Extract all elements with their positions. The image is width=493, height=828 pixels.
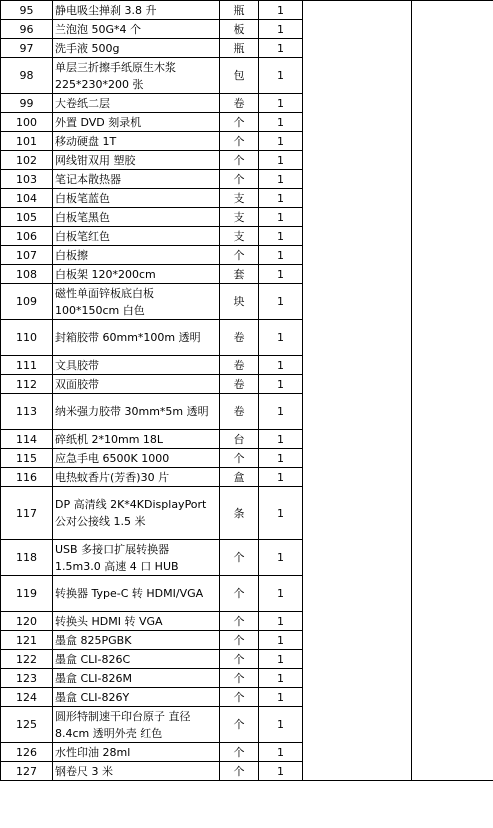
item-unit: 个 — [220, 631, 259, 650]
item-name: 大卷纸二层 — [53, 94, 220, 113]
row-number: 114 — [1, 430, 53, 449]
item-quantity: 1 — [259, 39, 303, 58]
item-unit: 个 — [220, 540, 259, 576]
item-unit: 个 — [220, 650, 259, 669]
item-unit: 个 — [220, 669, 259, 688]
row-number: 126 — [1, 743, 53, 762]
item-quantity: 1 — [259, 20, 303, 39]
item-name: 应急手电 6500K 1000 — [53, 449, 220, 468]
item-name: 笔记本散热器 — [53, 170, 220, 189]
item-unit: 套 — [220, 265, 259, 284]
row-number: 111 — [1, 356, 53, 375]
item-name: 转换头 HDMI 转 VGA — [53, 612, 220, 631]
row-number: 119 — [1, 576, 53, 612]
item-quantity: 1 — [259, 320, 303, 356]
item-unit: 卷 — [220, 320, 259, 356]
item-quantity: 1 — [259, 58, 303, 94]
item-name: 封箱胶带 60mm*100m 透明 — [53, 320, 220, 356]
item-quantity: 1 — [259, 356, 303, 375]
item-unit: 个 — [220, 113, 259, 132]
item-name: USB 多接口扩展转换器 1.5m3.0 高速 4 口 HUB — [53, 540, 220, 576]
row-number: 116 — [1, 468, 53, 487]
row-number: 118 — [1, 540, 53, 576]
item-quantity: 1 — [259, 743, 303, 762]
item-quantity: 1 — [259, 375, 303, 394]
item-quantity: 1 — [259, 688, 303, 707]
row-number: 108 — [1, 265, 53, 284]
item-name: 墨盒 CLI-826M — [53, 669, 220, 688]
item-unit: 卷 — [220, 394, 259, 430]
item-quantity: 1 — [259, 170, 303, 189]
row-number: 104 — [1, 189, 53, 208]
item-quantity: 1 — [259, 246, 303, 265]
row-number: 103 — [1, 170, 53, 189]
item-unit: 个 — [220, 688, 259, 707]
row-number: 120 — [1, 612, 53, 631]
item-name: 白板笔黑色 — [53, 208, 220, 227]
row-number: 98 — [1, 58, 53, 94]
item-unit: 盒 — [220, 468, 259, 487]
item-quantity: 1 — [259, 449, 303, 468]
item-unit: 个 — [220, 743, 259, 762]
item-unit: 个 — [220, 449, 259, 468]
item-unit: 个 — [220, 246, 259, 265]
item-quantity: 1 — [259, 394, 303, 430]
item-quantity: 1 — [259, 208, 303, 227]
row-number: 95 — [1, 1, 53, 20]
item-unit: 个 — [220, 576, 259, 612]
row-number: 122 — [1, 650, 53, 669]
item-name: 双面胶带 — [53, 375, 220, 394]
row-number: 102 — [1, 151, 53, 170]
item-name: 白板笔蓝色 — [53, 189, 220, 208]
item-name: 白板擦 — [53, 246, 220, 265]
item-quantity: 1 — [259, 612, 303, 631]
item-quantity: 1 — [259, 631, 303, 650]
item-unit: 块 — [220, 284, 259, 320]
row-number: 106 — [1, 227, 53, 246]
row-number: 101 — [1, 132, 53, 151]
row-number: 110 — [1, 320, 53, 356]
item-quantity: 1 — [259, 487, 303, 540]
blank-column-b — [412, 1, 493, 781]
row-number: 127 — [1, 762, 53, 781]
row-number: 112 — [1, 375, 53, 394]
item-unit: 瓶 — [220, 39, 259, 58]
item-unit: 个 — [220, 762, 259, 781]
item-quantity: 1 — [259, 540, 303, 576]
item-unit: 瓶 — [220, 1, 259, 20]
item-unit: 支 — [220, 208, 259, 227]
item-unit: 条 — [220, 487, 259, 540]
item-unit: 支 — [220, 189, 259, 208]
row-number: 123 — [1, 669, 53, 688]
item-name: 碎纸机 2*10mm 18L — [53, 430, 220, 449]
item-quantity: 1 — [259, 284, 303, 320]
item-unit: 卷 — [220, 375, 259, 394]
item-quantity: 1 — [259, 707, 303, 743]
item-quantity: 1 — [259, 650, 303, 669]
row-number: 113 — [1, 394, 53, 430]
item-quantity: 1 — [259, 430, 303, 449]
item-name: 墨盒 CLI-826Y — [53, 688, 220, 707]
item-quantity: 1 — [259, 468, 303, 487]
item-name: 文具胶带 — [53, 356, 220, 375]
item-name: 网线钳双用 塑胶 — [53, 151, 220, 170]
row-number: 121 — [1, 631, 53, 650]
item-quantity: 1 — [259, 151, 303, 170]
row-number: 96 — [1, 20, 53, 39]
item-quantity: 1 — [259, 576, 303, 612]
row-number: 107 — [1, 246, 53, 265]
item-name: DP 高清线 2K*4KDisplayPort 公对公接线 1.5 米 — [53, 487, 220, 540]
inventory-rows — [1, 1, 493, 781]
row-number: 99 — [1, 94, 53, 113]
item-unit: 个 — [220, 170, 259, 189]
item-name: 移动硬盘 1T — [53, 132, 220, 151]
item-name: 转换器 Type-C 转 HDMI/VGA — [53, 576, 220, 612]
item-name: 钢卷尺 3 米 — [53, 762, 220, 781]
item-quantity: 1 — [259, 113, 303, 132]
item-name: 墨盒 CLI-826C — [53, 650, 220, 669]
item-unit: 包 — [220, 58, 259, 94]
item-name: 单层三折擦手纸原生木浆 225*230*200 张 — [53, 58, 220, 94]
row-number: 97 — [1, 39, 53, 58]
item-unit: 台 — [220, 430, 259, 449]
table-row — [1, 1, 493, 20]
row-number: 115 — [1, 449, 53, 468]
item-unit: 板 — [220, 20, 259, 39]
item-name: 墨盒 825PGBK — [53, 631, 220, 650]
item-name: 白板架 120*200cm — [53, 265, 220, 284]
row-number: 100 — [1, 113, 53, 132]
item-name: 白板笔红色 — [53, 227, 220, 246]
item-unit: 个 — [220, 612, 259, 631]
item-unit: 卷 — [220, 356, 259, 375]
item-quantity: 1 — [259, 132, 303, 151]
item-name: 圆形特制速干印台原子 直径 8.4cm 透明外壳 红色 — [53, 707, 220, 743]
item-quantity: 1 — [259, 189, 303, 208]
item-quantity: 1 — [259, 669, 303, 688]
item-name: 纳米强力胶带 30mm*5m 透明 — [53, 394, 220, 430]
row-number: 109 — [1, 284, 53, 320]
item-name: 兰泡泡 50G*4 个 — [53, 20, 220, 39]
item-name: 水性印油 28ml — [53, 743, 220, 762]
row-number: 105 — [1, 208, 53, 227]
item-unit: 个 — [220, 707, 259, 743]
row-number: 125 — [1, 707, 53, 743]
blank-column-a — [303, 1, 412, 781]
item-name: 磁性单面锌板底白板 100*150cm 白色 — [53, 284, 220, 320]
item-quantity: 1 — [259, 227, 303, 246]
item-unit: 个 — [220, 151, 259, 170]
item-quantity: 1 — [259, 94, 303, 113]
item-name: 静电吸尘掸刹 3.8 升 — [53, 1, 220, 20]
item-name: 电热蚊香片(芳香)30 片 — [53, 468, 220, 487]
item-unit: 支 — [220, 227, 259, 246]
item-name: 外置 DVD 刻录机 — [53, 113, 220, 132]
item-unit: 卷 — [220, 94, 259, 113]
row-number: 124 — [1, 688, 53, 707]
item-name: 洗手液 500g — [53, 39, 220, 58]
row-number: 117 — [1, 487, 53, 540]
item-quantity: 1 — [259, 265, 303, 284]
item-quantity: 1 — [259, 1, 303, 20]
item-quantity: 1 — [259, 762, 303, 781]
item-unit: 个 — [220, 132, 259, 151]
